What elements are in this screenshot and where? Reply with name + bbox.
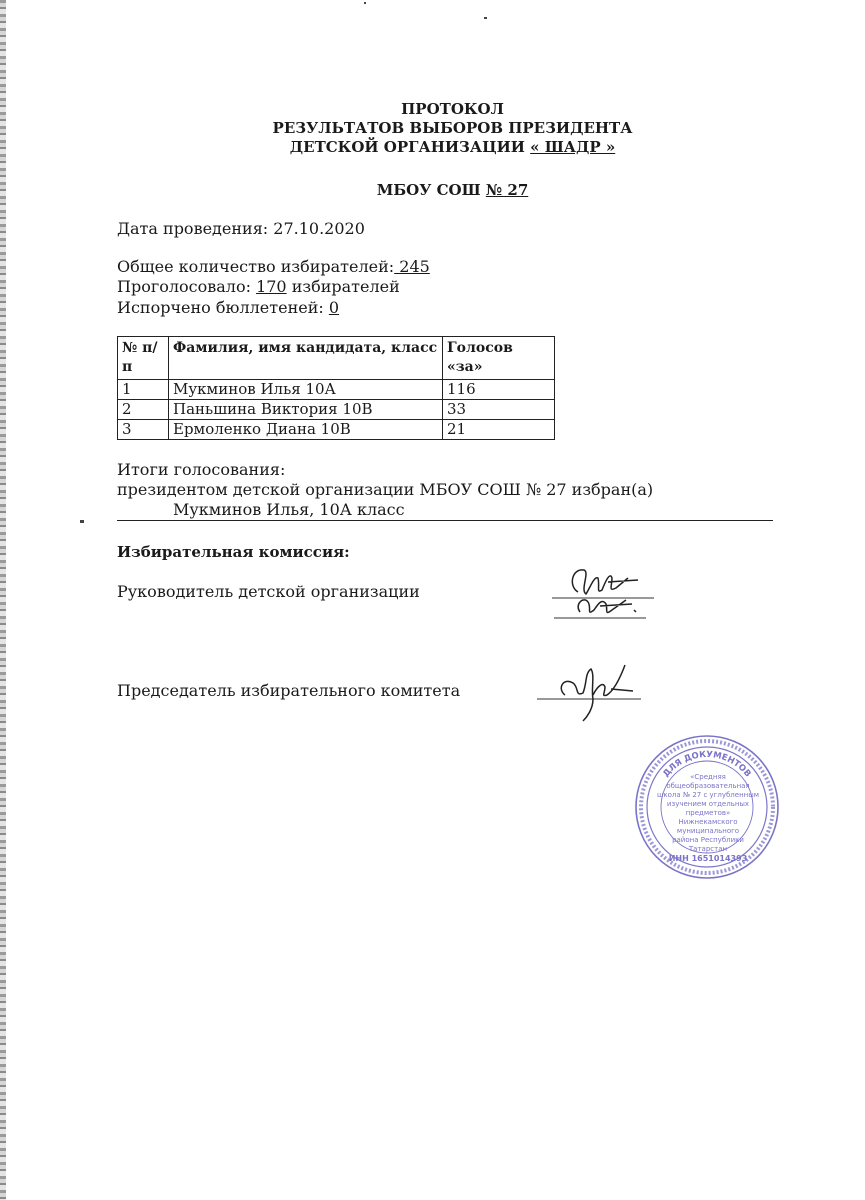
results-label: Итоги голосования: [117, 460, 286, 479]
row-candidate: Мукминов Илья 10А [169, 380, 443, 400]
row-number: 2 [118, 400, 169, 420]
row-votes: 21 [443, 420, 555, 440]
stamp-line: изучением отдельных предметов» [666, 800, 750, 817]
leader-signature [550, 560, 660, 625]
scan-edge [0, 0, 6, 1200]
row-votes: 33 [443, 400, 555, 420]
stamp-inner-text [654, 773, 762, 863]
spoiled-label: Испорчено бюллетеней: [117, 298, 329, 317]
title-line: ПРОТОКОЛ [401, 100, 504, 118]
header-candidate: Фамилия, имя кандидата, класс [169, 337, 443, 380]
spoiled-value: 0 [328, 298, 340, 317]
date-label: Дата проведения: [117, 219, 274, 238]
chair-label: Председатель избирательного комитета [117, 681, 461, 700]
stamp-outer-text: ДЛЯ ДОКУМЕНТОВ [661, 749, 753, 780]
results-text: президентом детской организации МБОУ СОШ № 27 избран(а) [117, 480, 654, 499]
title-line: РЕЗУЛЬТАТОВ ВЫБОРОВ ПРЕЗИДЕНТА [272, 119, 633, 137]
voted-value: 170 [256, 277, 287, 296]
winner-line [117, 500, 773, 521]
school-number: № 27 [485, 181, 529, 199]
scan-mark [80, 520, 84, 523]
row-candidate: Ермоленко Диана 10В [169, 420, 443, 440]
header-number: № п/п [118, 337, 169, 380]
scan-mark [364, 2, 366, 4]
voters-line [117, 257, 430, 277]
row-number: 3 [118, 420, 169, 440]
org-name: « ШАДР » [530, 138, 616, 156]
school-line [0, 181, 865, 199]
leader-label: Руководитель детской организации [117, 582, 420, 601]
header-votes: Голосов «за» [443, 337, 555, 380]
row-number: 1 [118, 380, 169, 400]
voted-line [117, 277, 400, 297]
voters-label: Общее количество избирателей: [117, 257, 395, 276]
table-row [118, 400, 555, 420]
document-title [0, 100, 865, 157]
table-row [118, 420, 555, 440]
row-votes: 116 [443, 380, 555, 400]
official-stamp [632, 733, 782, 881]
stamp-line: района Республики [672, 836, 744, 844]
results-table [117, 336, 555, 440]
date-line [117, 219, 365, 239]
stamp-line: Нижнекамского муниципального [676, 818, 740, 835]
stamp-line: школа № 27 с углубленным [656, 791, 760, 799]
row-candidate: Паньшина Виктория 10В [169, 400, 443, 420]
commission-title: Избирательная комиссия: [117, 543, 350, 561]
spoiled-line [117, 298, 339, 318]
voters-value: 245 [394, 257, 430, 276]
winner-name: Мукминов Илья, 10А класс [173, 500, 405, 519]
stamp-line: Татарстан [688, 845, 728, 853]
table-row [118, 380, 555, 400]
date-value: 27.10.2020 [273, 219, 365, 238]
voted-label: Проголосовало: [117, 277, 257, 296]
stamp-line: «Средняя [690, 773, 726, 781]
voted-suffix: избирателей [286, 277, 400, 296]
scan-mark [484, 17, 487, 19]
org-prefix: ДЕТСКОЙ ОРГАНИЗАЦИИ [289, 138, 531, 156]
table-header-row [118, 337, 555, 380]
stamp-line: общеобразовательная [666, 782, 750, 790]
stamp-line: ИНН 1651014393 [668, 854, 748, 863]
chair-signature [535, 655, 645, 725]
school-prefix: МБОУ СОШ [376, 181, 486, 199]
title-org-line [0, 138, 865, 157]
